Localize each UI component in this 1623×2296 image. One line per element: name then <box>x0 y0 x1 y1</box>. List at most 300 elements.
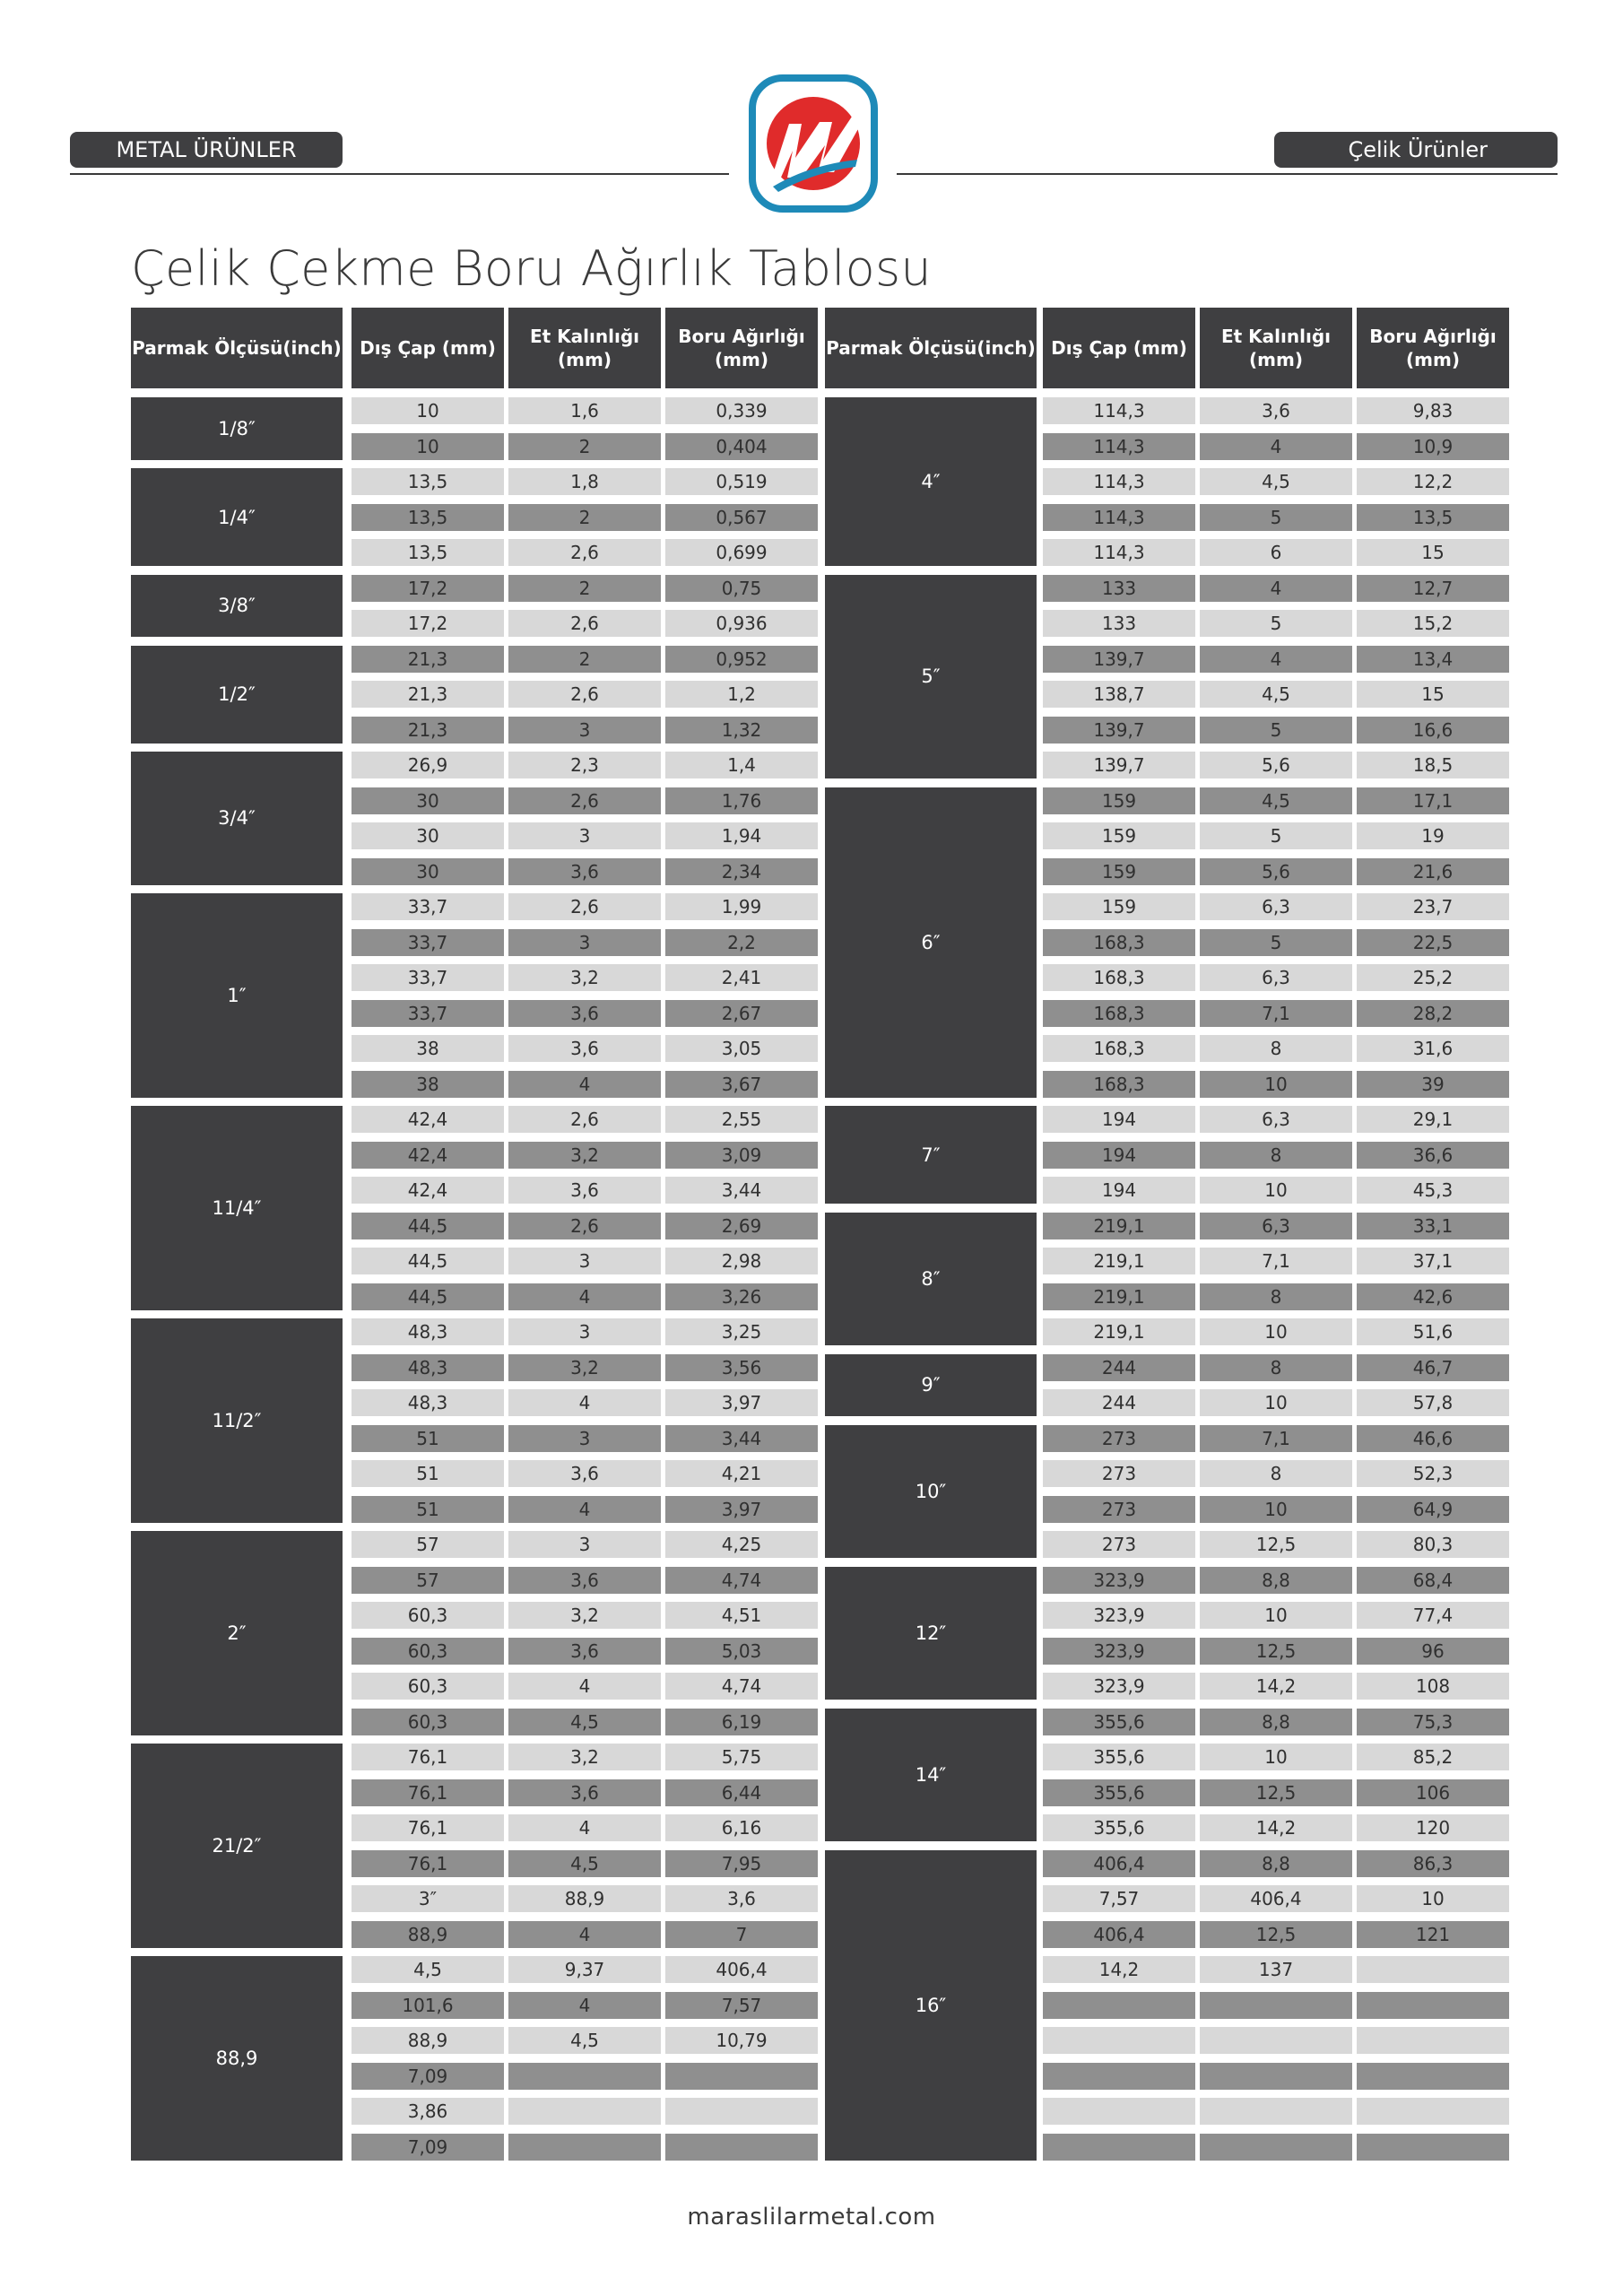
pipe-weight-cell-right: 15 <box>1357 539 1509 566</box>
outer-diameter-cell-left: 30 <box>352 858 504 885</box>
pipe-weight-cell-left: 3,56 <box>665 1354 818 1381</box>
wall-thickness-cell-left: 3,6 <box>508 1035 661 1062</box>
size-group-left: 3/4″ <box>131 752 343 885</box>
wall-thickness-cell-right: 6,3 <box>1200 1106 1352 1133</box>
wall-thickness-cell-left: 4 <box>508 1814 661 1841</box>
outer-diameter-cell-right: 244 <box>1043 1354 1195 1381</box>
pipe-weight-cell-left: 7 <box>665 1921 818 1948</box>
wall-thickness-cell-left: 3,2 <box>508 1602 661 1629</box>
category-pill-right: Çelik Ürünler <box>1274 132 1558 168</box>
wall-thickness-cell-right: 8 <box>1200 1460 1352 1487</box>
outer-diameter-cell-left: 7,09 <box>352 2134 504 2161</box>
wall-thickness-cell-right <box>1200 2134 1352 2161</box>
header-wall-thickness-right: Et Kalınlığı (mm) <box>1200 308 1352 388</box>
outer-diameter-cell-right: 114,3 <box>1043 433 1195 460</box>
pipe-weight-cell-left: 1,32 <box>665 717 818 744</box>
pipe-weight-cell-left <box>665 2063 818 2090</box>
wall-thickness-cell-left: 2,6 <box>508 1213 661 1239</box>
outer-diameter-cell-left: 42,4 <box>352 1142 504 1169</box>
outer-diameter-cell-left: 10 <box>352 433 504 460</box>
size-group-right: 10″ <box>825 1425 1037 1559</box>
pipe-weight-cell-right: 9,83 <box>1357 397 1509 424</box>
pipe-weight-cell-left: 406,4 <box>665 1956 818 1983</box>
pipe-weight-cell-left: 3,44 <box>665 1177 818 1204</box>
outer-diameter-cell-right: 138,7 <box>1043 681 1195 708</box>
size-group-left: 88,9 <box>131 1956 343 2161</box>
pipe-weight-cell-right <box>1357 1956 1509 1983</box>
pipe-weight-cell-right: 31,6 <box>1357 1035 1509 1062</box>
pipe-weight-cell-right: 64,9 <box>1357 1496 1509 1523</box>
outer-diameter-cell-right: 159 <box>1043 893 1195 920</box>
outer-diameter-cell-left: 42,4 <box>352 1177 504 1204</box>
pipe-weight-cell-right: 57,8 <box>1357 1389 1509 1416</box>
pipe-weight-cell-left <box>665 2098 818 2125</box>
wall-thickness-cell-right: 8 <box>1200 1354 1352 1381</box>
pipe-weight-cell-left: 0,936 <box>665 610 818 637</box>
outer-diameter-cell-left: 60,3 <box>352 1673 504 1700</box>
pipe-weight-cell-left: 10,79 <box>665 2027 818 2054</box>
pipe-weight-cell-left: 3,26 <box>665 1283 818 1310</box>
outer-diameter-cell-right: 323,9 <box>1043 1638 1195 1665</box>
wall-thickness-cell-right <box>1200 2098 1352 2125</box>
wall-thickness-cell-right: 4 <box>1200 433 1352 460</box>
outer-diameter-cell-right: 219,1 <box>1043 1248 1195 1274</box>
outer-diameter-cell-right: 273 <box>1043 1425 1195 1452</box>
wall-thickness-cell-right: 14,2 <box>1200 1814 1352 1841</box>
outer-diameter-cell-left: 13,5 <box>352 539 504 566</box>
wall-thickness-cell-left: 4 <box>508 1071 661 1098</box>
pipe-weight-cell-right: 86,3 <box>1357 1850 1509 1877</box>
pipe-weight-cell-left: 5,75 <box>665 1744 818 1770</box>
pipe-weight-cell-left: 6,16 <box>665 1814 818 1841</box>
pipe-weight-cell-right: 46,7 <box>1357 1354 1509 1381</box>
outer-diameter-cell-left: 33,7 <box>352 929 504 956</box>
outer-diameter-cell-left: 44,5 <box>352 1248 504 1274</box>
wall-thickness-cell-right: 4,5 <box>1200 787 1352 814</box>
size-group-left: 2″ <box>131 1531 343 1735</box>
outer-diameter-cell-left: 33,7 <box>352 1000 504 1027</box>
outer-diameter-cell-right: 273 <box>1043 1496 1195 1523</box>
outer-diameter-cell-right: 159 <box>1043 858 1195 885</box>
outer-diameter-cell-right: 139,7 <box>1043 717 1195 744</box>
wall-thickness-cell-right: 10 <box>1200 1177 1352 1204</box>
pipe-weight-cell-left: 1,4 <box>665 752 818 778</box>
size-group-right: 14″ <box>825 1709 1037 1842</box>
outer-diameter-cell-right: 168,3 <box>1043 929 1195 956</box>
pipe-weight-cell-left: 7,57 <box>665 1992 818 2019</box>
pipe-weight-cell-left <box>665 2134 818 2161</box>
pipe-weight-cell-left: 1,2 <box>665 681 818 708</box>
size-group-right: 8″ <box>825 1213 1037 1346</box>
outer-diameter-cell-left: 88,9 <box>352 1921 504 1948</box>
wall-thickness-cell-right: 8,8 <box>1200 1567 1352 1594</box>
outer-diameter-cell-right: 406,4 <box>1043 1850 1195 1877</box>
outer-diameter-cell-right: 406,4 <box>1043 1921 1195 1948</box>
outer-diameter-cell-left: 48,3 <box>352 1389 504 1416</box>
wall-thickness-cell-left <box>508 2098 661 2125</box>
wall-thickness-cell-right: 8 <box>1200 1142 1352 1169</box>
outer-diameter-cell-right: 7,57 <box>1043 1885 1195 1912</box>
wall-thickness-cell-left: 2,6 <box>508 893 661 920</box>
pipe-weight-cell-right: 46,6 <box>1357 1425 1509 1452</box>
wall-thickness-cell-left: 3,6 <box>508 1177 661 1204</box>
wall-thickness-cell-left: 2 <box>508 433 661 460</box>
pipe-weight-cell-right: 17,1 <box>1357 787 1509 814</box>
pipe-weight-cell-right: 37,1 <box>1357 1248 1509 1274</box>
wall-thickness-cell-right: 6,3 <box>1200 1213 1352 1239</box>
outer-diameter-cell-right: 323,9 <box>1043 1567 1195 1594</box>
pipe-weight-cell-left: 4,21 <box>665 1460 818 1487</box>
pipe-weight-cell-right: 29,1 <box>1357 1106 1509 1133</box>
wall-thickness-cell-right: 8 <box>1200 1035 1352 1062</box>
outer-diameter-cell-right: 355,6 <box>1043 1709 1195 1735</box>
wall-thickness-cell-left: 4,5 <box>508 1709 661 1735</box>
outer-diameter-cell-left: 38 <box>352 1071 504 1098</box>
pipe-weight-cell-right: 51,6 <box>1357 1318 1509 1345</box>
pipe-weight-cell-right: 10,9 <box>1357 433 1509 460</box>
size-group-right: 7″ <box>825 1106 1037 1204</box>
pipe-weight-cell-left: 3,44 <box>665 1425 818 1452</box>
wall-thickness-cell-right <box>1200 1992 1352 2019</box>
wall-thickness-cell-right: 10 <box>1200 1496 1352 1523</box>
size-group-left: 1″ <box>131 893 343 1098</box>
pipe-weight-cell-left: 0,519 <box>665 468 818 495</box>
wall-thickness-cell-left: 88,9 <box>508 1885 661 1912</box>
outer-diameter-cell-right: 133 <box>1043 610 1195 637</box>
header-rule-left <box>70 173 729 175</box>
pipe-weight-cell-left: 3,09 <box>665 1142 818 1169</box>
outer-diameter-cell-right: 194 <box>1043 1142 1195 1169</box>
wall-thickness-cell-left: 2 <box>508 575 661 602</box>
outer-diameter-cell-left: 44,5 <box>352 1213 504 1239</box>
outer-diameter-cell-right <box>1043 2063 1195 2090</box>
outer-diameter-cell-right: 355,6 <box>1043 1814 1195 1841</box>
wall-thickness-cell-right: 406,4 <box>1200 1885 1352 1912</box>
pipe-weight-cell-right: 13,5 <box>1357 504 1509 531</box>
pipe-weight-cell-right: 121 <box>1357 1921 1509 1948</box>
wall-thickness-cell-right <box>1200 2063 1352 2090</box>
pipe-weight-cell-right: 25,2 <box>1357 964 1509 991</box>
outer-diameter-cell-right: 159 <box>1043 822 1195 849</box>
brand-logo <box>746 72 881 215</box>
wall-thickness-cell-right: 12,5 <box>1200 1921 1352 1948</box>
wall-thickness-cell-left: 3 <box>508 717 661 744</box>
pipe-weight-cell-right <box>1357 1992 1509 2019</box>
size-group-left: 1/4″ <box>131 468 343 566</box>
wall-thickness-cell-right: 4,5 <box>1200 468 1352 495</box>
outer-diameter-cell-left: 51 <box>352 1460 504 1487</box>
wall-thickness-cell-left: 3,2 <box>508 1142 661 1169</box>
header-pipe-weight-left: Boru Ağırlığı (mm) <box>665 308 818 388</box>
size-group-right: 9″ <box>825 1354 1037 1417</box>
outer-diameter-cell-left: 57 <box>352 1567 504 1594</box>
size-group-left: 3/8″ <box>131 575 343 638</box>
outer-diameter-cell-right: 114,3 <box>1043 539 1195 566</box>
wall-thickness-cell-left: 3,6 <box>508 1779 661 1806</box>
outer-diameter-cell-left: 21,3 <box>352 646 504 673</box>
outer-diameter-cell-right: 159 <box>1043 787 1195 814</box>
outer-diameter-cell-left: 48,3 <box>352 1354 504 1381</box>
pipe-weight-cell-right: 85,2 <box>1357 1744 1509 1770</box>
header-pipe-weight-right: Boru Ağırlığı (mm) <box>1357 308 1509 388</box>
size-group-left: 1/2″ <box>131 646 343 744</box>
pipe-weight-cell-left: 3,25 <box>665 1318 818 1345</box>
pipe-weight-cell-right: 18,5 <box>1357 752 1509 778</box>
outer-diameter-cell-left: 48,3 <box>352 1318 504 1345</box>
pipe-weight-cell-left: 1,76 <box>665 787 818 814</box>
wall-thickness-cell-left: 1,6 <box>508 397 661 424</box>
wall-thickness-cell-left: 4 <box>508 1992 661 2019</box>
outer-diameter-cell-left: 42,4 <box>352 1106 504 1133</box>
pipe-weight-cell-right: 96 <box>1357 1638 1509 1665</box>
wall-thickness-cell-right: 12,5 <box>1200 1638 1352 1665</box>
outer-diameter-cell-left: 26,9 <box>352 752 504 778</box>
pipe-weight-cell-left: 3,6 <box>665 1885 818 1912</box>
outer-diameter-cell-left: 21,3 <box>352 717 504 744</box>
pipe-weight-cell-left: 3,97 <box>665 1389 818 1416</box>
wall-thickness-cell-right: 5 <box>1200 504 1352 531</box>
wall-thickness-cell-right: 7,1 <box>1200 1000 1352 1027</box>
pipe-weight-cell-right: 19 <box>1357 822 1509 849</box>
wall-thickness-cell-left: 4,5 <box>508 1850 661 1877</box>
pipe-weight-cell-left: 3,67 <box>665 1071 818 1098</box>
page-title: Çelik Çekme Boru Ağırlık Tablosu <box>131 240 932 297</box>
outer-diameter-cell-left: 13,5 <box>352 468 504 495</box>
outer-diameter-cell-left: 44,5 <box>352 1283 504 1310</box>
wall-thickness-cell-right: 12,5 <box>1200 1779 1352 1806</box>
wall-thickness-cell-right: 6,3 <box>1200 893 1352 920</box>
pipe-weight-cell-left: 0,404 <box>665 433 818 460</box>
wall-thickness-cell-left: 9,37 <box>508 1956 661 1983</box>
wall-thickness-cell-left: 3,6 <box>508 1638 661 1665</box>
outer-diameter-cell-left: 76,1 <box>352 1744 504 1770</box>
outer-diameter-cell-left: 13,5 <box>352 504 504 531</box>
outer-diameter-cell-right <box>1043 1992 1195 2019</box>
pipe-weight-cell-right: 80,3 <box>1357 1531 1509 1558</box>
outer-diameter-cell-right: 273 <box>1043 1460 1195 1487</box>
outer-diameter-cell-left: 21,3 <box>352 681 504 708</box>
wall-thickness-cell-left: 1,8 <box>508 468 661 495</box>
wall-thickness-cell-left: 3,6 <box>508 1460 661 1487</box>
pipe-weight-cell-right: 45,3 <box>1357 1177 1509 1204</box>
pipe-weight-cell-left: 2,98 <box>665 1248 818 1274</box>
header-outer-diameter-right: Dış Çap (mm) <box>1043 308 1195 388</box>
outer-diameter-cell-right: 219,1 <box>1043 1213 1195 1239</box>
size-group-left: 11/2″ <box>131 1318 343 1523</box>
pipe-weight-cell-left: 2,55 <box>665 1106 818 1133</box>
outer-diameter-cell-left: 57 <box>352 1531 504 1558</box>
wall-thickness-cell-left: 3,6 <box>508 1000 661 1027</box>
outer-diameter-cell-left: 17,2 <box>352 610 504 637</box>
pipe-weight-cell-right: 36,6 <box>1357 1142 1509 1169</box>
pipe-weight-cell-left: 7,95 <box>665 1850 818 1877</box>
pipe-weight-cell-left: 5,03 <box>665 1638 818 1665</box>
outer-diameter-cell-right: 323,9 <box>1043 1673 1195 1700</box>
wall-thickness-cell-left: 3,6 <box>508 858 661 885</box>
wall-thickness-cell-right: 5,6 <box>1200 858 1352 885</box>
pipe-weight-cell-right: 75,3 <box>1357 1709 1509 1735</box>
outer-diameter-cell-left: 38 <box>352 1035 504 1062</box>
pipe-weight-cell-left: 0,699 <box>665 539 818 566</box>
wall-thickness-cell-right: 10 <box>1200 1071 1352 1098</box>
wall-thickness-cell-left: 3 <box>508 1425 661 1452</box>
outer-diameter-cell-left: 4,5 <box>352 1956 504 1983</box>
pipe-weight-cell-left: 4,74 <box>665 1567 818 1594</box>
pipe-weight-cell-left: 3,05 <box>665 1035 818 1062</box>
wall-thickness-cell-right: 5,6 <box>1200 752 1352 778</box>
pipe-weight-cell-right <box>1357 2027 1509 2054</box>
wall-thickness-cell-right: 4 <box>1200 646 1352 673</box>
pipe-weight-cell-left: 3,97 <box>665 1496 818 1523</box>
outer-diameter-cell-left: 33,7 <box>352 964 504 991</box>
header-outer-diameter-left: Dış Çap (mm) <box>352 308 504 388</box>
outer-diameter-cell-left: 51 <box>352 1496 504 1523</box>
wall-thickness-cell-left: 3 <box>508 1318 661 1345</box>
pipe-weight-cell-right: 33,1 <box>1357 1213 1509 1239</box>
outer-diameter-cell-left: 17,2 <box>352 575 504 602</box>
wall-thickness-cell-right: 10 <box>1200 1389 1352 1416</box>
pipe-weight-cell-right: 77,4 <box>1357 1602 1509 1629</box>
pipe-weight-cell-right: 108 <box>1357 1673 1509 1700</box>
pipe-weight-cell-left: 0,567 <box>665 504 818 531</box>
size-group-right: 4″ <box>825 397 1037 566</box>
wall-thickness-cell-left: 3,2 <box>508 964 661 991</box>
pipe-weight-cell-left: 2,69 <box>665 1213 818 1239</box>
wall-thickness-cell-right: 3,6 <box>1200 397 1352 424</box>
pipe-weight-cell-left: 1,94 <box>665 822 818 849</box>
size-group-left: 21/2″ <box>131 1744 343 1948</box>
wall-thickness-cell-right: 8,8 <box>1200 1850 1352 1877</box>
wall-thickness-cell-right: 6 <box>1200 539 1352 566</box>
outer-diameter-cell-left: 30 <box>352 822 504 849</box>
wall-thickness-cell-left: 2,6 <box>508 610 661 637</box>
outer-diameter-cell-left: 10 <box>352 397 504 424</box>
wall-thickness-cell-right: 12,5 <box>1200 1531 1352 1558</box>
pipe-weight-cell-left: 0,339 <box>665 397 818 424</box>
outer-diameter-cell-left: 51 <box>352 1425 504 1452</box>
outer-diameter-cell-right <box>1043 2027 1195 2054</box>
outer-diameter-cell-right: 168,3 <box>1043 964 1195 991</box>
outer-diameter-cell-left: 3″ <box>352 1885 504 1912</box>
size-group-left: 1/8″ <box>131 397 343 460</box>
wall-thickness-cell-right: 5 <box>1200 822 1352 849</box>
pipe-weight-cell-right: 52,3 <box>1357 1460 1509 1487</box>
outer-diameter-cell-right: 219,1 <box>1043 1318 1195 1345</box>
pipe-weight-cell-left: 0,952 <box>665 646 818 673</box>
outer-diameter-cell-left: 60,3 <box>352 1709 504 1735</box>
wall-thickness-cell-left: 3 <box>508 822 661 849</box>
pipe-weight-cell-left: 2,34 <box>665 858 818 885</box>
outer-diameter-cell-left: 101,6 <box>352 1992 504 2019</box>
outer-diameter-cell-right: 114,3 <box>1043 397 1195 424</box>
header-inch-left: Parmak Ölçüsü(inch) <box>131 308 343 388</box>
outer-diameter-cell-left: 60,3 <box>352 1602 504 1629</box>
pipe-weight-cell-left: 2,2 <box>665 929 818 956</box>
wall-thickness-cell-right: 4 <box>1200 575 1352 602</box>
size-group-left: 11/4″ <box>131 1106 343 1310</box>
wall-thickness-cell-left: 2,6 <box>508 1106 661 1133</box>
wall-thickness-cell-left: 2 <box>508 646 661 673</box>
wall-thickness-cell-left: 2 <box>508 504 661 531</box>
size-group-right: 16″ <box>825 1850 1037 2161</box>
outer-diameter-cell-right: 114,3 <box>1043 504 1195 531</box>
pipe-weight-cell-right: 16,6 <box>1357 717 1509 744</box>
wall-thickness-cell-right: 8 <box>1200 1283 1352 1310</box>
outer-diameter-cell-left: 60,3 <box>352 1638 504 1665</box>
wall-thickness-cell-left: 3,2 <box>508 1354 661 1381</box>
outer-diameter-cell-right: 355,6 <box>1043 1779 1195 1806</box>
wall-thickness-cell-right: 137 <box>1200 1956 1352 1983</box>
wall-thickness-cell-left: 2,6 <box>508 539 661 566</box>
outer-diameter-cell-right: 114,3 <box>1043 468 1195 495</box>
wall-thickness-cell-left: 4,5 <box>508 2027 661 2054</box>
pipe-weight-cell-left: 4,74 <box>665 1673 818 1700</box>
wall-thickness-cell-left: 4 <box>508 1496 661 1523</box>
wall-thickness-cell-right: 10 <box>1200 1318 1352 1345</box>
pipe-weight-cell-right: 13,4 <box>1357 646 1509 673</box>
wall-thickness-cell-right: 14,2 <box>1200 1673 1352 1700</box>
website-footer: maraslilarmetal.com <box>687 2204 936 2231</box>
pipe-weight-cell-left: 6,44 <box>665 1779 818 1806</box>
pipe-weight-cell-right: 10 <box>1357 1885 1509 1912</box>
pipe-weight-cell-left: 0,75 <box>665 575 818 602</box>
wall-thickness-cell-left: 3,6 <box>508 1567 661 1594</box>
wall-thickness-cell-left: 2,6 <box>508 787 661 814</box>
outer-diameter-cell-left: 3,86 <box>352 2098 504 2125</box>
wall-thickness-cell-right: 8,8 <box>1200 1709 1352 1735</box>
header-inch-right: Parmak Ölçüsü(inch) <box>825 308 1037 388</box>
size-group-right: 6″ <box>825 787 1037 1098</box>
wall-thickness-cell-left: 4 <box>508 1283 661 1310</box>
wall-thickness-cell-right: 4,5 <box>1200 681 1352 708</box>
size-group-right: 12″ <box>825 1567 1037 1700</box>
outer-diameter-cell-right: 355,6 <box>1043 1744 1195 1770</box>
pipe-weight-cell-right <box>1357 2063 1509 2090</box>
outer-diameter-cell-left: 76,1 <box>352 1814 504 1841</box>
wall-thickness-cell-right <box>1200 2027 1352 2054</box>
outer-diameter-cell-left: 88,9 <box>352 2027 504 2054</box>
pipe-weight-cell-left: 2,41 <box>665 964 818 991</box>
outer-diameter-cell-right: 244 <box>1043 1389 1195 1416</box>
wall-thickness-cell-right: 7,1 <box>1200 1425 1352 1452</box>
pipe-weight-cell-right <box>1357 2098 1509 2125</box>
wall-thickness-cell-right: 5 <box>1200 717 1352 744</box>
pipe-weight-cell-right: 23,7 <box>1357 893 1509 920</box>
pipe-weight-cell-left: 6,19 <box>665 1709 818 1735</box>
pipe-weight-cell-right: 15 <box>1357 681 1509 708</box>
wall-thickness-cell-right: 6,3 <box>1200 964 1352 991</box>
pipe-weight-cell-right: 39 <box>1357 1071 1509 1098</box>
outer-diameter-cell-right: 219,1 <box>1043 1283 1195 1310</box>
wall-thickness-cell-left: 3,2 <box>508 1744 661 1770</box>
wall-thickness-cell-right: 5 <box>1200 929 1352 956</box>
pipe-weight-cell-right: 12,2 <box>1357 468 1509 495</box>
pipe-weight-cell-left: 2,67 <box>665 1000 818 1027</box>
pipe-weight-cell-right: 42,6 <box>1357 1283 1509 1310</box>
outer-diameter-cell-right: 139,7 <box>1043 646 1195 673</box>
outer-diameter-cell-left: 30 <box>352 787 504 814</box>
header-rule-right <box>897 173 1558 175</box>
wall-thickness-cell-right: 7,1 <box>1200 1248 1352 1274</box>
wall-thickness-cell-left: 2,6 <box>508 681 661 708</box>
outer-diameter-cell-right: 133 <box>1043 575 1195 602</box>
wall-thickness-cell-left: 4 <box>508 1921 661 1948</box>
outer-diameter-cell-left: 76,1 <box>352 1779 504 1806</box>
category-pill-left: METAL ÜRÜNLER <box>70 132 343 168</box>
wall-thickness-cell-left: 4 <box>508 1389 661 1416</box>
wall-thickness-cell-left: 4 <box>508 1673 661 1700</box>
wall-thickness-cell-left: 3 <box>508 1248 661 1274</box>
